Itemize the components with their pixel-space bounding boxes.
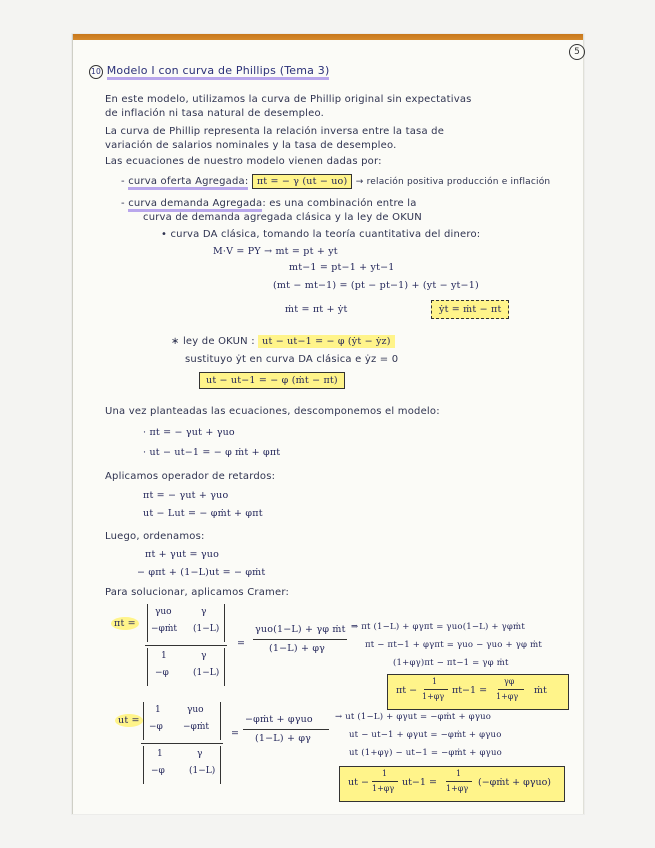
pi-result-rhs: ṁt xyxy=(534,685,547,696)
pi-frac-num: γuo(1−L) + γφ ṁt xyxy=(255,624,346,635)
oferta-row: - curva oferta Agregada: πt = − γ (ut − uo) → relación positiva producción e inflación xyxy=(121,176,550,187)
pi-result-lhs: πt − xyxy=(396,685,418,696)
oferta-note: → relación positiva producción e inflación xyxy=(355,177,551,187)
u-step-3: ut (1+φγ) − ut−1 = −φṁt + φγuo xyxy=(349,748,502,758)
u-num-a22: −φṁt xyxy=(183,722,209,732)
notebook-page xyxy=(72,34,584,814)
page-top-edge xyxy=(73,34,583,40)
pi-num-a21: −φṁt xyxy=(151,624,177,634)
page-number: 5 xyxy=(569,44,585,60)
pi-label-text: πt = xyxy=(111,617,139,630)
pi-result-f2-num: γφ xyxy=(504,677,515,686)
pi-step-2: πt − πt−1 + φγπt = γuo − γuo + γφ ṁt xyxy=(365,640,542,650)
u-result-mid: ut−1 = xyxy=(402,777,437,788)
descompose-eq-2: · ut − ut−1 = − φ ṁt + φπt xyxy=(143,447,281,458)
demanda-desc-1: : es una combinación entre la xyxy=(262,198,417,209)
demanda-desc-2: curva de demanda agregada clásica y la ley de OKUN xyxy=(143,212,422,223)
u-matrix-fraction-line xyxy=(141,743,223,744)
u-frac-line xyxy=(243,729,329,730)
u-label xyxy=(115,714,143,727)
retardos-text: Aplicamos operador de retardos: xyxy=(105,471,276,482)
eq-lagged: mt−1 = pt−1 + yt−1 xyxy=(289,262,395,273)
pi-num-a12: γ xyxy=(201,607,207,617)
pi-result-mid: πt−1 = xyxy=(452,685,488,696)
okun-row xyxy=(171,336,395,347)
intro-line-3: La curva de Phillip representa la relación inversa entre la tasa de xyxy=(105,126,445,137)
okun-result: ut − ut−1 = − φ (ṁt − πt) xyxy=(199,372,345,389)
eq-ydot-result-text: ẏt = ṁt − πt xyxy=(436,303,504,316)
cramer-text: Para solucionar, aplicamos Cramer: xyxy=(105,587,290,598)
u-den-a21: −φ xyxy=(151,766,165,776)
pi-den-a11: 1 xyxy=(161,651,167,661)
pi-step-1: ⇒ πt (1−L) + φγπt = γuo(1−L) + γφṁt xyxy=(351,622,525,632)
section-title xyxy=(89,64,329,79)
u-num-a21: −φ xyxy=(149,722,163,732)
retardos-eq-2: ut − Lut = − φṁt + φπt xyxy=(143,508,263,519)
u-result-f2-den: 1+φγ xyxy=(446,784,469,793)
intro-line-1: En este modelo, utilizamos la curva de Phillip original sin expectativas xyxy=(105,94,472,105)
u-result-rhs: (−φṁt + φγuo) xyxy=(478,777,552,788)
pi-result-f1-num: 1 xyxy=(432,677,438,686)
descompose-text: Una vez planteadas las ecuaciones, descomponemos el modelo: xyxy=(105,406,440,417)
intro-line-5: Las ecuaciones de nuestro modelo vienen dadas por: xyxy=(105,156,382,167)
u-equals-sign: = xyxy=(231,728,240,739)
pi-result-f2-den: 1+φγ xyxy=(496,692,519,701)
intro-line-4: variación de salarios nominales y la tasa de desempleo. xyxy=(105,140,397,151)
u-num-a11: 1 xyxy=(155,705,161,715)
demanda-row: - curva demanda Agregada: es una combinación entre la xyxy=(121,198,417,209)
eq-growth-rates: ṁt = πt + ẏt xyxy=(285,304,348,315)
pi-den-a12: γ xyxy=(201,651,207,661)
demanda-da-classica: • curva DA clásica, tomando la teoría cuantitativa del dinero: xyxy=(161,229,481,240)
eq-difference: (mt − mt−1) = (pt − pt−1) + (yt − yt−1) xyxy=(273,280,479,291)
pi-num-a22: (1−L) xyxy=(193,624,220,634)
demanda-label: curva demanda Agregada xyxy=(128,198,262,212)
u-step-1: → ut (1−L) + φγut = −φṁt + φγuo xyxy=(335,712,492,722)
pi-equals-sign: = xyxy=(237,638,246,649)
pi-numerator-matrix xyxy=(147,604,225,642)
pi-den-a22: (1−L) xyxy=(193,668,220,678)
section-number: 10 xyxy=(89,65,103,79)
u-result-f1-den: 1+φγ xyxy=(372,784,395,793)
u-den-a12: γ xyxy=(197,749,203,759)
u-frac-num: −φṁt + φγuo xyxy=(245,714,313,725)
ordenamos-eq-2: − φπt + (1−L)ut = − φṁt xyxy=(137,567,266,578)
pi-step-3: (1+φγ)πt − πt−1 = γφ ṁt xyxy=(393,658,509,668)
u-numerator-matrix xyxy=(143,702,221,740)
u-step-2: ut − ut−1 + φγut = −φṁt + φγuo xyxy=(349,730,502,740)
retardos-eq-1: πt = − γut + γuo xyxy=(143,490,229,501)
u-result-f1-num: 1 xyxy=(382,769,388,778)
ordenamos-eq-1: πt + γut = γuo xyxy=(145,549,219,560)
pi-result-f1-den: 1+φγ xyxy=(422,692,445,701)
descompose-eq-1: · πt = − γut + γuo xyxy=(143,427,235,438)
pi-den-a21: −φ xyxy=(155,668,169,678)
intro-line-2: de inflación ni tasa natural de desempleo. xyxy=(105,108,324,119)
oferta-label: curva oferta Agregada: xyxy=(128,176,248,190)
u-result-box xyxy=(339,766,565,802)
ordenamos-text: Luego, ordenamos: xyxy=(105,531,205,542)
u-label-text: ut = xyxy=(115,714,143,727)
pi-frac-line xyxy=(253,639,347,640)
pi-label xyxy=(111,617,139,630)
section-title-text: Modelo I con curva de Phillips (Tema 3) xyxy=(107,64,330,80)
oferta-equation: πt = − γ (ut − uo) xyxy=(252,174,353,189)
eq-ydot-result xyxy=(431,300,509,319)
pi-num-a11: γuo xyxy=(155,607,172,617)
u-result-lhs: ut − xyxy=(348,777,369,788)
eq-mv-py: M·V = PY → mt = pt + yt xyxy=(213,246,338,257)
u-result-f2-num: 1 xyxy=(456,769,462,778)
u-den-a22: (1−L) xyxy=(189,766,216,776)
u-num-a12: γuo xyxy=(187,705,204,715)
okun-label: ∗ ley de OKUN : xyxy=(171,336,255,347)
u-den-a11: 1 xyxy=(157,749,163,759)
pi-frac-den: (1−L) + φγ xyxy=(269,643,326,654)
okun-substitution: sustituyo ẏt en curva DA clásica e ẏz = 0 xyxy=(185,354,399,365)
pi-denominator-matrix xyxy=(147,648,225,686)
pi-matrix-fraction-line xyxy=(145,645,227,646)
okun-equation: ut − ut−1 = − φ (ẏt − ẏz) xyxy=(258,335,395,348)
u-denominator-matrix xyxy=(143,746,221,784)
u-frac-den: (1−L) + φγ xyxy=(255,733,312,744)
pi-result-box xyxy=(387,674,569,710)
